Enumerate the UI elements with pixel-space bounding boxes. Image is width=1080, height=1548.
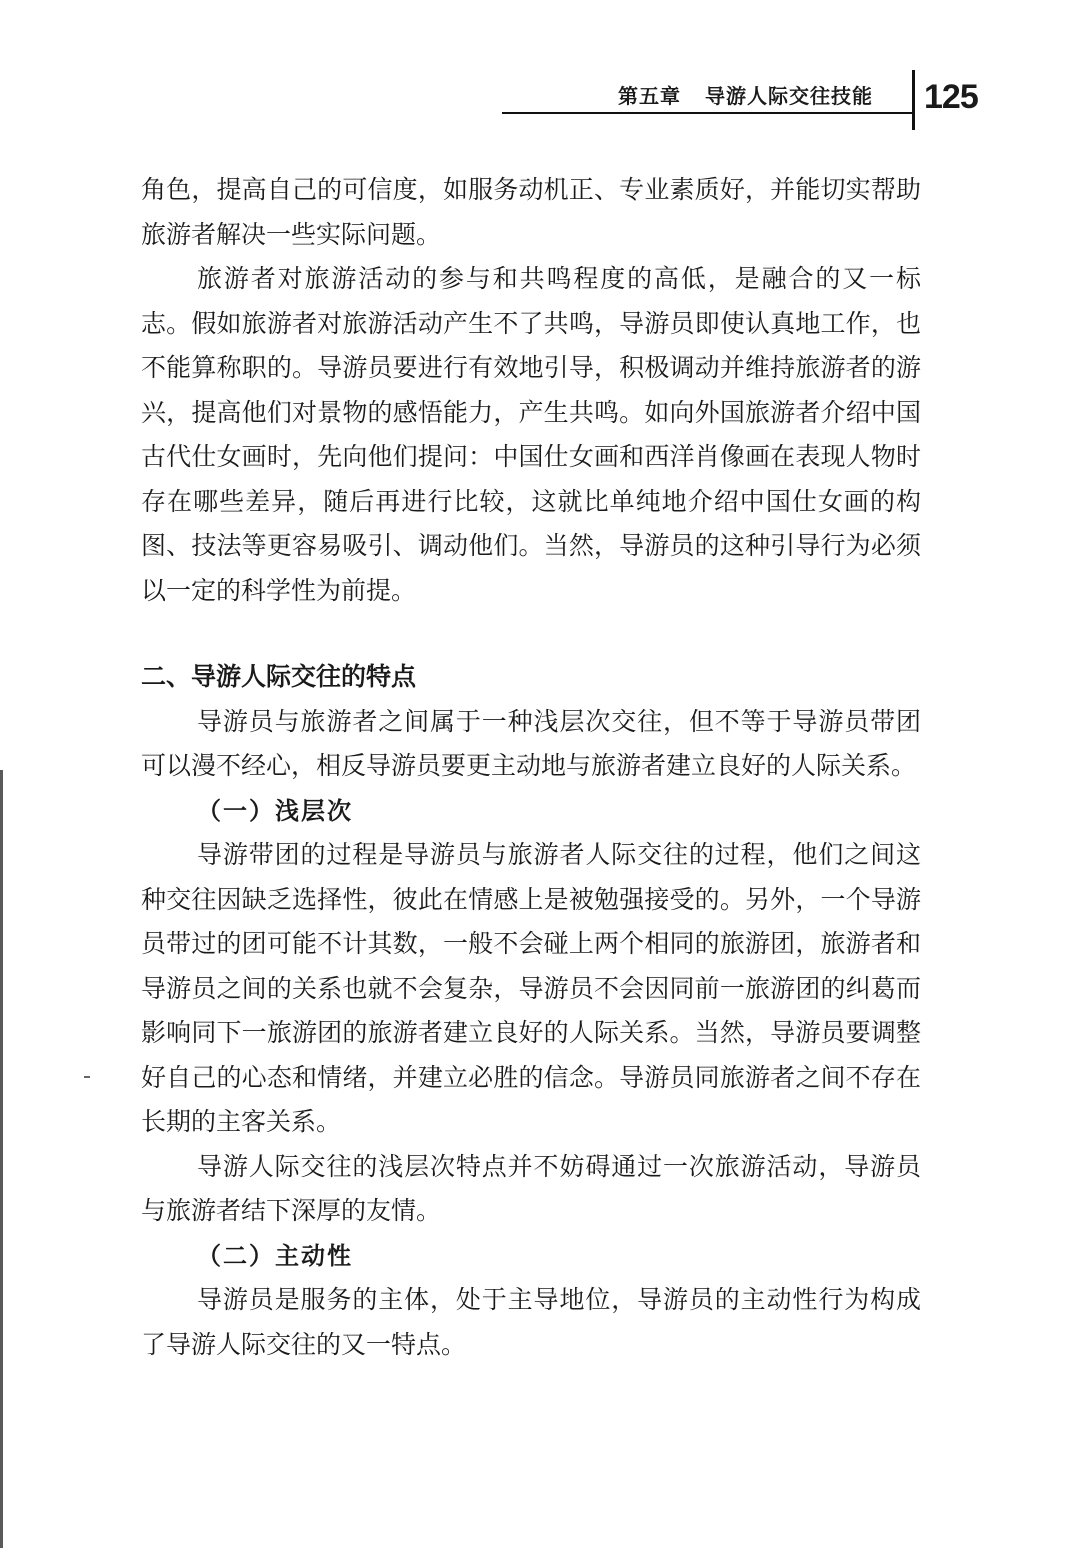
section-heading: 二、导游人际交往的特点 bbox=[141, 662, 417, 691]
paragraph-5: 导游人际交往的浅层次特点并不妨碍通过一次旅游活动，导游员与旅游者结下深厚的友情。 bbox=[141, 1151, 921, 1225]
page-body bbox=[141, 168, 921, 1367]
subheading-2: （二）主动性 bbox=[197, 1240, 353, 1270]
paragraph-4: 导游带团的过程是导游员与旅游者人际交往的过程，他们之间这种交往因缺乏选择性，彼此在情感上是被勉强接受的。另外，一个导游员带过的团可能不计其数，一般不会碰上两个相同的旅游团，旅游者和导游员之间的关系也就不会复杂，导游员不会因同前一旅游团的纠葛而影响同下一旅游团的旅游者建立良好的人际关系。当然，导游员要调整好自己的心态和情绪，并建立必胜的信念。导游员同旅游者之间不存在长期的主客关系。 bbox=[141, 840, 921, 1136]
section-spacer bbox=[141, 613, 921, 655]
scan-edge-shadow bbox=[0, 770, 3, 1548]
chapter-title: 导游人际交往技能 bbox=[705, 84, 873, 108]
paragraph-3: 导游员与旅游者之间属于一种浅层次交往，但不等于导游员带团可以漫不经心，相反导游员要更主动地与旅游者建立良好的人际关系。 bbox=[141, 706, 921, 780]
page-header bbox=[0, 0, 1080, 140]
chapter-label: 第五章 bbox=[618, 84, 681, 108]
paragraph-2: 旅游者对旅游活动的参与和共鸣程度的高低，是融合的又一标志。假如旅游者对旅游活动产生不了共鸣，导游员即使认真地工作，也不能算称职的。导游员要进行有效地引导，积极调动并维持旅游者的游兴，提高他们对景物的感悟能力，产生共鸣。如向外国旅游者介绍中国古代仕女画时，先向他们提问：中国仕女画和西洋肖像画在表现人物时存在哪些差异，随后再进行比较，这就比单纯地介绍中国仕女画的构图、技法等更容易吸引、调动他们。当然，导游员的这种引导行为必须以一定的科学性为前提。 bbox=[141, 264, 921, 605]
running-title bbox=[618, 80, 906, 109]
scan-speck bbox=[84, 1076, 90, 1078]
page-number: 125 bbox=[924, 78, 978, 116]
subheading-1: （一）浅层次 bbox=[197, 795, 353, 825]
header-vertical-bar bbox=[912, 70, 915, 130]
paragraph-6: 导游员是服务的主体，处于主导地位，导游员的主动性行为构成了导游人际交往的又一特点。 bbox=[141, 1285, 921, 1359]
header-rule bbox=[502, 112, 914, 114]
paragraph-1: 角色，提高自己的可信度，如服务动机正、专业素质好，并能切实帮助旅游者解决一些实际问题。 bbox=[141, 175, 921, 249]
